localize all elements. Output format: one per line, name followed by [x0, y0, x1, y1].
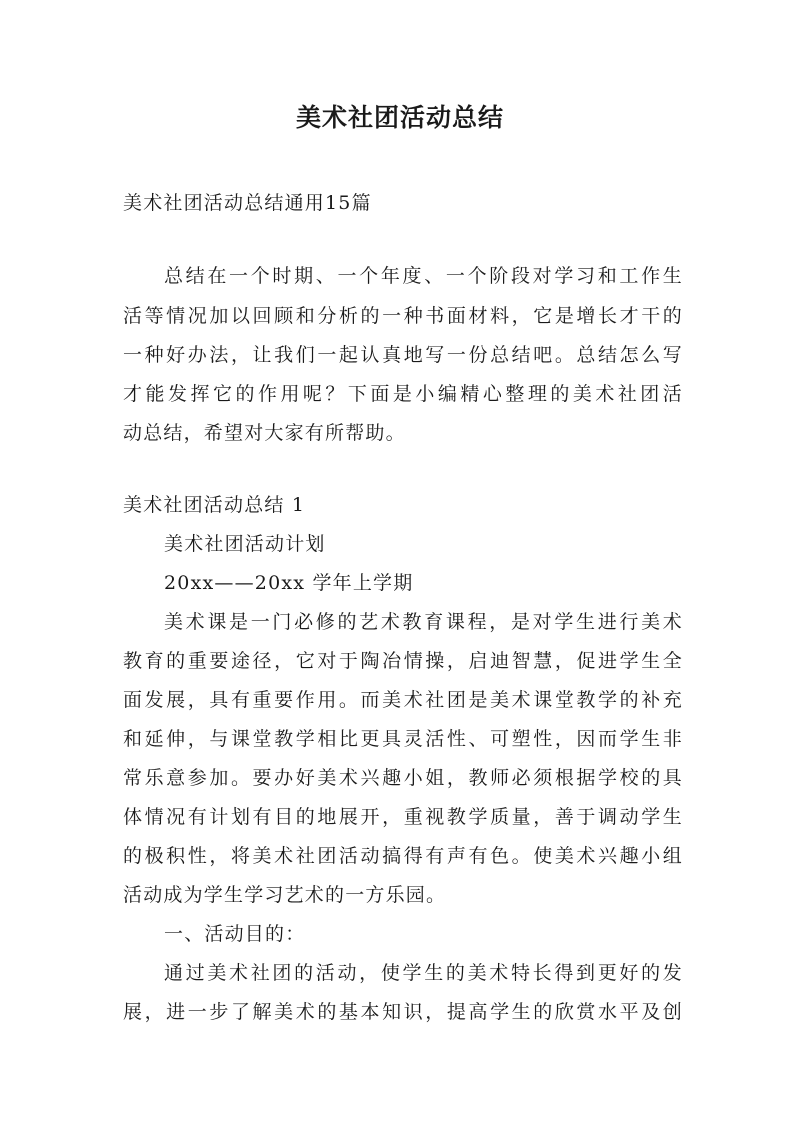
term-label: 20xx——20xx 学年上学期 [164, 572, 414, 594]
document-subtitle: 美术社团活动总结通用15篇 [123, 192, 372, 214]
document-title: 美术社团活动总结 [295, 103, 504, 132]
body-line: 活动成为学生学习艺术的一方乐园。 [123, 884, 447, 906]
intro-line: 一种好办法，让我们一起认真地写一份总结吧。总结怎么写 [123, 344, 683, 366]
intro-line: 才能发挥它的作用呢？下面是小编精心整理的美术社团活 [123, 383, 683, 405]
intro-line: 动总结，希望对大家有所帮助。 [123, 422, 406, 444]
body-line: 面发展，具有重要作用。而美术社团是美术课堂教学的补充 [123, 689, 683, 711]
goal-line: 通过美术社团的活动，使学生的美术特长得到更好的发 [164, 962, 683, 984]
body-line: 常乐意参加。要办好美术兴趣小姐，教师必须根据学校的具 [123, 767, 683, 789]
body-line: 教育的重要途径，它对于陶冶情操，启迪智慧，促进学生全 [123, 650, 683, 672]
body-line: 美术课是一门必修的艺术教育课程，是对学生进行美术 [164, 611, 683, 633]
intro-line: 总结在一个时期、一个年度、一个阶段对学习和工作生 [164, 265, 683, 287]
plan-title: 美术社团活动计划 [164, 533, 326, 555]
goal-heading: 一、活动目的： [164, 923, 306, 945]
body-line: 体情况有计划有目的地展开，重视教学质量，善于调动学生 [123, 806, 683, 828]
goal-line: 展，进一步了解美术的基本知识，提高学生的欣赏水平及创 [123, 1001, 683, 1023]
section-heading: 美术社团活动总结 1 [123, 494, 306, 516]
body-line: 的极积性，将美术社团活动搞得有声有色。使美术兴趣小组 [123, 845, 683, 867]
body-line: 和延伸，与课堂教学相比更具灵活性、可塑性，因而学生非 [123, 728, 683, 750]
intro-line: 活等情况加以回顾和分析的一种书面材料，它是增长才干的 [123, 305, 683, 327]
